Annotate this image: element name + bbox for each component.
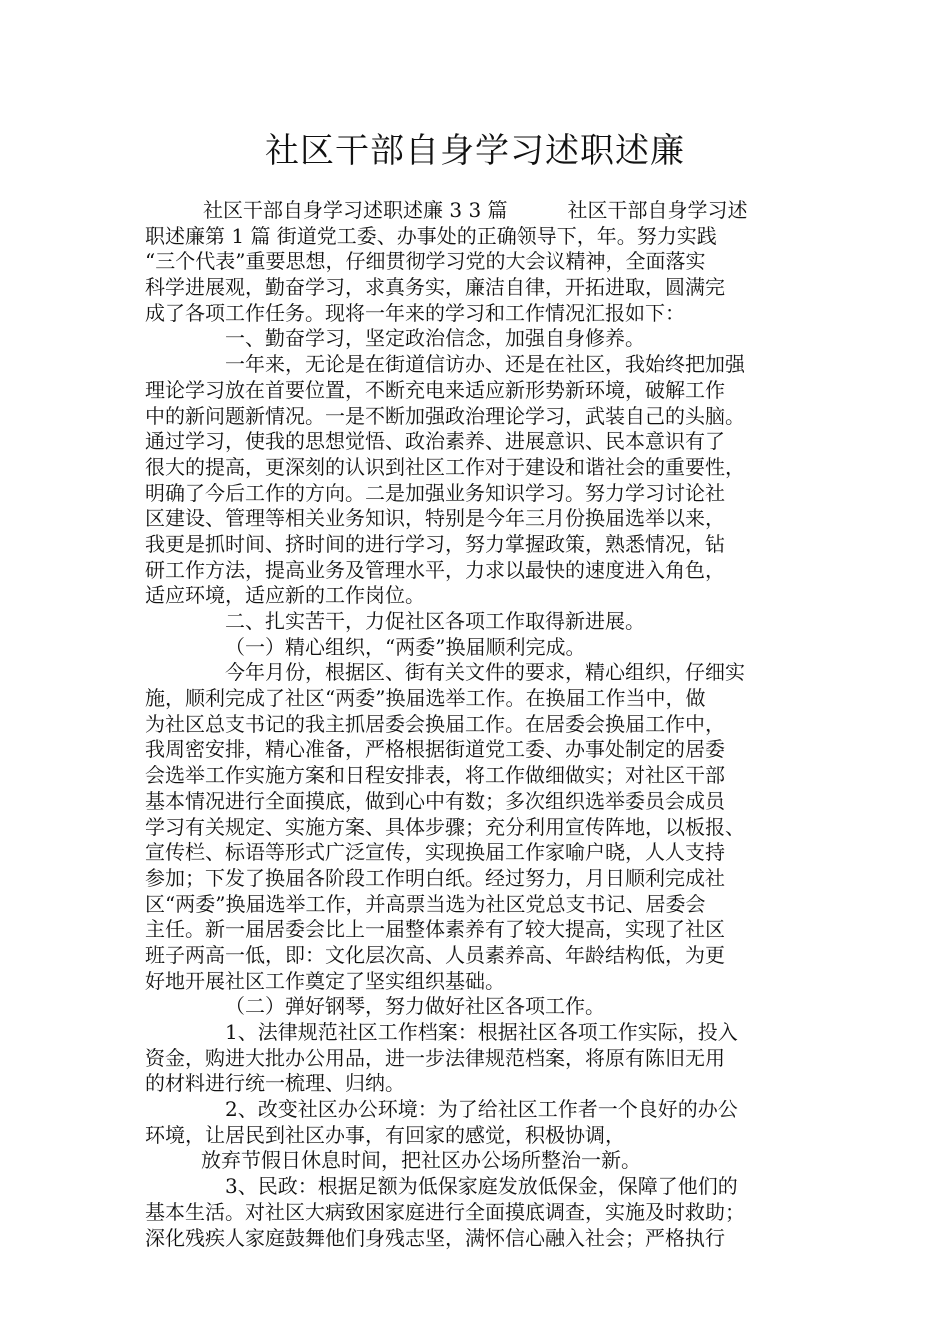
body-line: 的材料进行统一梳理、归纳。	[145, 1071, 405, 1096]
body-line: 参加；下发了换届各阶段工作明白纸。经过努力，月日顺利完成社	[145, 865, 725, 890]
body-line: 很大的提高，更深刻的认识到社区工作对于建设和谐社会的重要性，	[145, 454, 745, 479]
body-line: 主任。新一届居委会比上一届整体素养有了较大提高，实现了社区	[145, 917, 725, 942]
body-line: 成了各项工作任务。现将一年来的学习和工作情况汇报如下：	[145, 300, 685, 325]
body-line: 1、法律规范社区工作档案：根据社区各项工作实际，投入	[225, 1020, 738, 1044]
body-line: 通过学习，使我的思想觉悟、政治素养、进展意识、民本意识有了	[145, 429, 725, 454]
body-line: 深化残疾人家庭鼓舞他们身残志坚，满怀信心融入社会；严格执行	[145, 1225, 725, 1250]
body-line: 我更是抓时间、挤时间的进行学习，努力掌握政策，熟悉情况，钻	[145, 531, 725, 556]
body-line: 职述廉第 1 篇 街道党工委、办事处的正确领导下，年。努力实践	[145, 223, 717, 248]
body-line: （二）弹好钢琴，努力做好社区各项工作。	[225, 994, 605, 1019]
document-title: 社区干部自身学习述职述廉	[265, 131, 685, 171]
body-line: 2、改变社区办公环境：为了给社区工作者一个良好的办公	[225, 1097, 738, 1122]
body-line: 科学进展观，勤奋学习，求真务实，廉洁自律，开拓进取，圆满完	[145, 275, 725, 300]
body-line: 一年来，无论是在街道信访办、还是在社区，我始终把加强	[225, 352, 745, 377]
body-line: 区建设、管理等相关业务知识，特别是今年三月份换届选举以来，	[145, 506, 725, 531]
body-line: 理论学习放在首要位置，不断充电来适应新形势新环境，破解工作	[145, 377, 725, 402]
body-line: 明确了今后工作的方向。二是加强业务知识学习。努力学习讨论社	[145, 480, 725, 505]
body-line: （一）精心组织，“两委”换届顺利完成。	[225, 634, 586, 659]
body-line: 环境，让居民到社区办事，有回家的感觉，积极协调，	[145, 1122, 625, 1147]
body-line: 会选举工作实施方案和日程安排表，将工作做细做实；对社区干部	[145, 763, 725, 788]
body-line: 中的新问题新情况。一是不断加强政治理论学习，武装自己的头脑。	[145, 403, 745, 428]
body-line: 班子两高一低，即：文化层次高、人员素养高、年龄结构低，为更	[145, 942, 725, 967]
body-line: 学习有关规定、实施方案、具体步骤；充分利用宣传阵地，以板报、	[145, 814, 745, 839]
document-body	[145, 198, 815, 1251]
body-line: 我周密安排，精心准备，严格根据街道党工委、办事处制定的居委	[145, 737, 725, 762]
body-line: 基本情况进行全面摸底，做到心中有数；多次组织选举委员会成员	[145, 788, 725, 813]
body-line: 今年月份，根据区、街有关文件的要求，精心组织，仔细实	[225, 660, 745, 685]
body-line: 社区干部自身学习述职述廉 3 3 篇 社区干部自身学习述	[203, 198, 748, 222]
body-line: 二、扎实苦干，力促社区各项工作取得新进展。	[225, 609, 645, 633]
body-line: 区“两委”换届选举工作，并高票当选为社区党总支书记、居委会	[145, 891, 706, 916]
body-line: 施，顺利完成了社区“两委”换届选举工作。在换届工作当中，做	[145, 686, 706, 711]
body-line: 基本生活。对社区大病致困家庭进行全面摸底调查，实施及时救助；	[145, 1199, 745, 1224]
body-line: 宣传栏、标语等形式广泛宣传，实现换届工作家喻户晓，人人支持	[145, 840, 725, 865]
body-line: 一、勤奋学习，坚定政治信念，加强自身修养。	[225, 326, 645, 351]
body-line: 适应环境，适应新的工作岗位。	[145, 583, 425, 608]
body-line: 放弃节假日休息时间，把社区办公场所整治一新。	[201, 1148, 641, 1173]
body-line: 3、民政：根据足额为低保家庭发放低保金，保障了他们的	[225, 1174, 738, 1199]
body-line: 研工作方法，提高业务及管理水平，力求以最快的速度进入角色，	[145, 557, 725, 582]
body-line: 好地开展社区工作奠定了坚实组织基础。	[145, 968, 505, 993]
body-line: 资金，购进大批办公用品，进一步法律规范档案，将原有陈旧无用	[145, 1045, 725, 1070]
body-line: 为社区总支书记的我主抓居委会换届工作。在居委会换届工作中，	[145, 711, 725, 736]
body-line: “三个代表”重要思想，仔细贯彻学习党的大会议精神，全面落实	[145, 249, 706, 274]
